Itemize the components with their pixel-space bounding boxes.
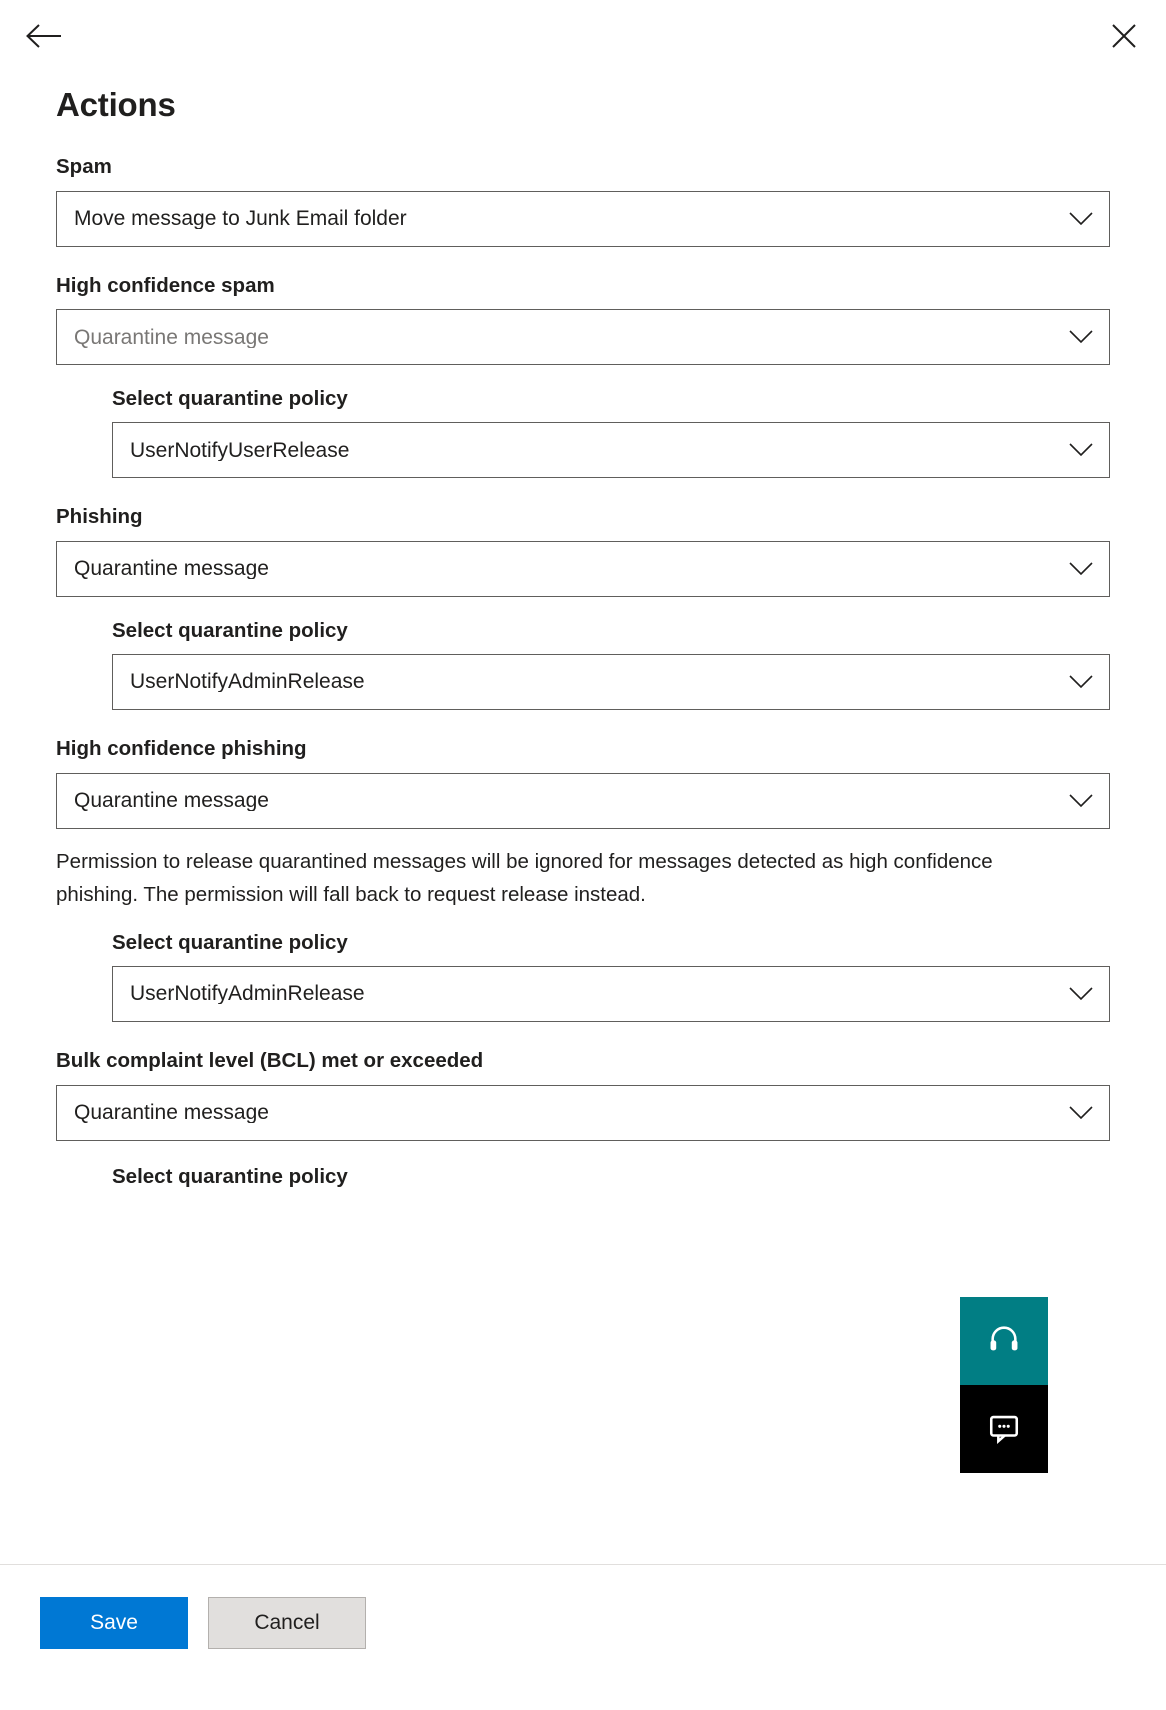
spam-action-value: Move message to Junk Email folder — [74, 208, 407, 230]
save-button[interactable]: Save — [40, 1597, 188, 1649]
phishing-policy-value: UserNotifyAdminRelease — [130, 671, 365, 693]
phishing-policy-select[interactable] — [112, 654, 1110, 710]
headset-icon — [987, 1322, 1021, 1361]
high-confidence-phishing-note: Permission to release quarantined messages will be ignored for messages detected as high confidence phishing. The permission will fall back to request release instead. — [56, 849, 993, 906]
high-confidence-phishing-action-value: Quarantine message — [74, 790, 269, 811]
cancel-button[interactable]: Cancel — [208, 1597, 366, 1649]
panel-header — [0, 0, 1166, 72]
back-button[interactable] — [22, 14, 66, 58]
high-confidence-phishing-policy-label: Select quarantine policy — [112, 930, 348, 954]
high-confidence-spam-action-select[interactable] — [56, 309, 1110, 365]
high-confidence-phishing-policy-value: UserNotifyAdminRelease — [130, 983, 365, 1005]
phishing-action-value: Quarantine message — [74, 558, 269, 580]
field-high-confidence-phishing — [56, 736, 1110, 829]
chevron-down-icon — [1069, 325, 1093, 349]
high-confidence-spam-label: High confidence spam — [56, 273, 275, 297]
high-confidence-phishing-label: High confidence phishing — [56, 736, 307, 760]
high-confidence-spam-policy-select[interactable] — [112, 422, 1110, 478]
spam-label: Spam — [56, 155, 112, 178]
spam-action-select[interactable] — [56, 191, 1110, 247]
field-high-confidence-phishing-policy — [112, 931, 1110, 1022]
field-spam — [56, 154, 1110, 247]
phishing-policy-label: Select quarantine policy — [112, 618, 348, 642]
high-confidence-phishing-policy-select[interactable] — [112, 966, 1110, 1022]
high-confidence-spam-policy-value: UserNotifyUserRelease — [130, 439, 350, 461]
high-confidence-phishing-action-select[interactable] — [56, 773, 1110, 829]
support-widget-button[interactable] — [960, 1297, 1048, 1385]
chat-icon — [987, 1410, 1021, 1449]
help-widget-stack — [960, 1297, 1048, 1473]
close-icon — [1110, 22, 1138, 50]
chevron-down-icon — [1069, 207, 1093, 231]
high-confidence-spam-action-value: Quarantine message — [74, 326, 269, 348]
chat-widget-button[interactable] — [960, 1385, 1048, 1473]
phishing-action-select[interactable] — [56, 541, 1110, 597]
chevron-down-icon — [1069, 1101, 1093, 1125]
chevron-down-icon — [1069, 670, 1093, 694]
field-high-confidence-spam — [56, 273, 1110, 366]
field-bcl — [56, 1048, 1110, 1141]
field-high-confidence-spam-policy — [112, 387, 1110, 478]
chevron-down-icon — [1069, 557, 1093, 581]
page-title: Actions — [56, 86, 176, 123]
arrow-left-icon — [25, 22, 63, 50]
phishing-label: Phishing — [56, 505, 143, 529]
chevron-down-icon — [1069, 438, 1093, 462]
bcl-action-select[interactable] — [56, 1085, 1110, 1141]
bcl-action-value: Quarantine message — [74, 1102, 269, 1124]
chevron-down-icon — [1069, 982, 1093, 1006]
field-phishing — [56, 504, 1110, 597]
field-phishing-policy — [112, 619, 1110, 710]
high-confidence-spam-policy-label: Select quarantine policy — [112, 387, 348, 411]
panel-footer — [0, 1564, 1166, 1710]
bcl-label: Bulk complaint level (BCL) met or exceeded — [56, 1048, 484, 1072]
bcl-policy-label: Select quarantine policy — [112, 1164, 348, 1188]
close-button[interactable] — [1102, 14, 1146, 58]
chevron-down-icon — [1069, 789, 1093, 813]
